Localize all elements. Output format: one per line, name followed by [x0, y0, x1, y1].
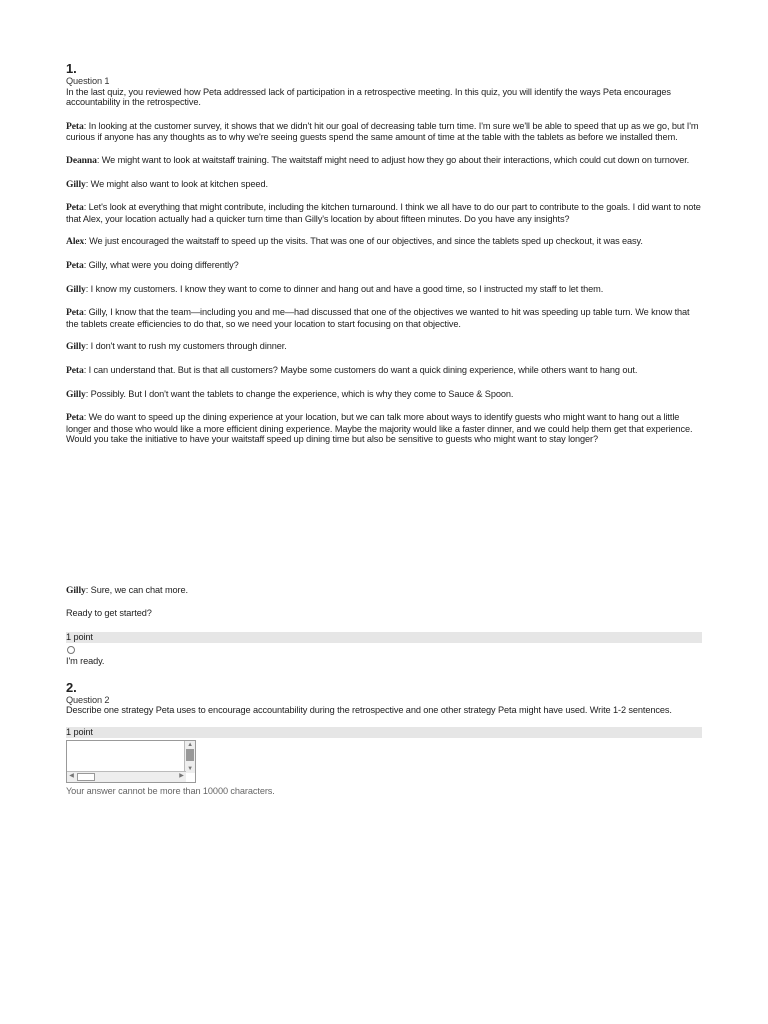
speaker-name: Gilly — [66, 341, 86, 353]
question-1-label: Question 1 — [66, 76, 110, 86]
speaker-name: Peta — [66, 307, 84, 319]
scroll-up-icon[interactable]: ▲ — [187, 741, 193, 748]
speaker-name: Peta — [66, 120, 84, 132]
answer-textarea[interactable] — [66, 740, 196, 783]
speaker-name: Gilly — [66, 283, 86, 295]
question-1-points: 1 point — [66, 632, 702, 643]
quiz-page — [66, 62, 702, 796]
dialogue-line — [66, 307, 702, 329]
scroll-down-icon[interactable]: ▼ — [187, 765, 193, 772]
scroll-left-icon[interactable]: ◀ — [69, 772, 74, 779]
question-1-prompt: Ready to get started? — [66, 608, 152, 619]
scroll-thumb[interactable] — [186, 749, 194, 761]
question-1-intro: In the last quiz, you reviewed how Peta addressed lack of participation in a retrospective meeting. In this quiz, you will identify the ways Peta encourages accountability in the retrospective. — [66, 86, 671, 108]
dialogue-text: : We just encouraged the waitstaff to speed up the visits. That was one of our objectives, and since the tablets sped up checkout, it was easy. — [84, 236, 643, 247]
dialogue-text: : We might also want to look at kitchen speed. — [85, 178, 268, 189]
dialogue-text: : Let's look at everything that might contribute, including the kitchen turnaround. I think we all have to do our part to contribute to the goals. I did want to note that Alex, your location actually had a quicker turn time than Gilly's location by about fifteen minutes. Do you have any insights? — [66, 202, 701, 224]
dialogue-line — [66, 236, 702, 248]
speaker-name: Gilly — [66, 388, 86, 400]
scroll-thumb-horizontal[interactable] — [77, 773, 95, 781]
ready-radio-button[interactable] — [67, 646, 75, 654]
dialogue-text: : I can understand that. But is that all customers? Maybe some customers do want a quick dining experience, while others want to hang out. — [83, 364, 638, 375]
speaker-name: Peta — [66, 202, 84, 214]
blank-space — [66, 457, 702, 585]
question-1-number: 1. — [66, 61, 77, 76]
question-2-points: 1 point — [66, 727, 702, 738]
dialogue-text: : Gilly, what were you doing differently? — [83, 259, 239, 270]
speaker-name: Gilly — [66, 584, 86, 596]
dialogue-line — [66, 179, 702, 191]
dialogue-text: : In looking at the customer survey, it shows that we didn't hit our goal of decreasing table turn time. I'm sure we'll be able to speed that up as we go, but I'm curious if anyone has any thoughts as to why we're seeing guests spend the same amount of time at the table with the tablets as before we installed them. — [66, 120, 699, 143]
question-2-label: Question 2 — [66, 694, 110, 705]
dialogue-line — [66, 341, 702, 353]
dialogue-line — [66, 121, 702, 143]
dialogue-text: : We might want to look at waitstaff training. The waitstaff might need to adjust how they go about their interactions, which could cut down on turnover. — [96, 154, 690, 165]
dialogue-text: : Sure, we can chat more. — [85, 584, 188, 595]
horizontal-scrollbar[interactable] — [67, 771, 186, 782]
vertical-scrollbar[interactable] — [184, 741, 195, 773]
question-2-number: 2. — [66, 679, 77, 695]
dialogue-line — [66, 260, 702, 272]
ready-option-label[interactable]: I'm ready. — [66, 656, 105, 667]
dialogue-text: : We do want to speed up the dining experience at your location, but we can talk more about ways to identify guests who might want to hang out a little longer and those who would like a more efficient dining experience. Maybe the majority would like a faster dinner, and we could help them get that experience. Would you take the initiative to have your waitstaff speed up dining time but also be sensitive to guests who might want to stay longer? — [66, 412, 693, 445]
scroll-right-icon[interactable]: ▶ — [179, 772, 184, 779]
character-limit-hint: Your answer cannot be more than 10000 characters. — [66, 785, 275, 796]
dialogue-transcript — [66, 121, 702, 445]
dialogue-text: : Possibly. But I don't want the tablets to change the experience, which is why they come to Sauce & Spoon. — [85, 388, 514, 399]
speaker-name: Peta — [66, 259, 84, 271]
question-2-text: Describe one strategy Peta uses to encourage accountability during the retrospective and one other strategy Peta might have used. Write 1-2 sentences. — [66, 705, 672, 716]
dialogue-text: : I don't want to rush my customers through dinner. — [85, 341, 287, 352]
dialogue-line — [66, 412, 702, 445]
dialogue-line — [66, 202, 702, 224]
dialogue-line — [66, 155, 702, 167]
speaker-name: Peta — [66, 412, 84, 424]
dialogue-line — [66, 365, 702, 377]
dialogue-text: : Gilly, I know that the team—including you and me—had discussed that one of the objectives we wanted to hit was speeding up table turn. We know that the tablets create efficiencies to do that, so we need your location to start focusing on that objective. — [66, 307, 690, 329]
dialogue-line — [66, 284, 702, 296]
dialogue-text: : I know my customers. I know they want to come to dinner and hang out and have a good time, so I instructed my staff to let them. — [85, 283, 604, 294]
speaker-name: Deanna — [66, 154, 97, 166]
speaker-name: Gilly — [66, 178, 86, 190]
speaker-name: Alex — [66, 236, 85, 248]
speaker-name: Peta — [66, 364, 84, 376]
dialogue-closing-line — [66, 585, 702, 597]
dialogue-line — [66, 389, 702, 401]
